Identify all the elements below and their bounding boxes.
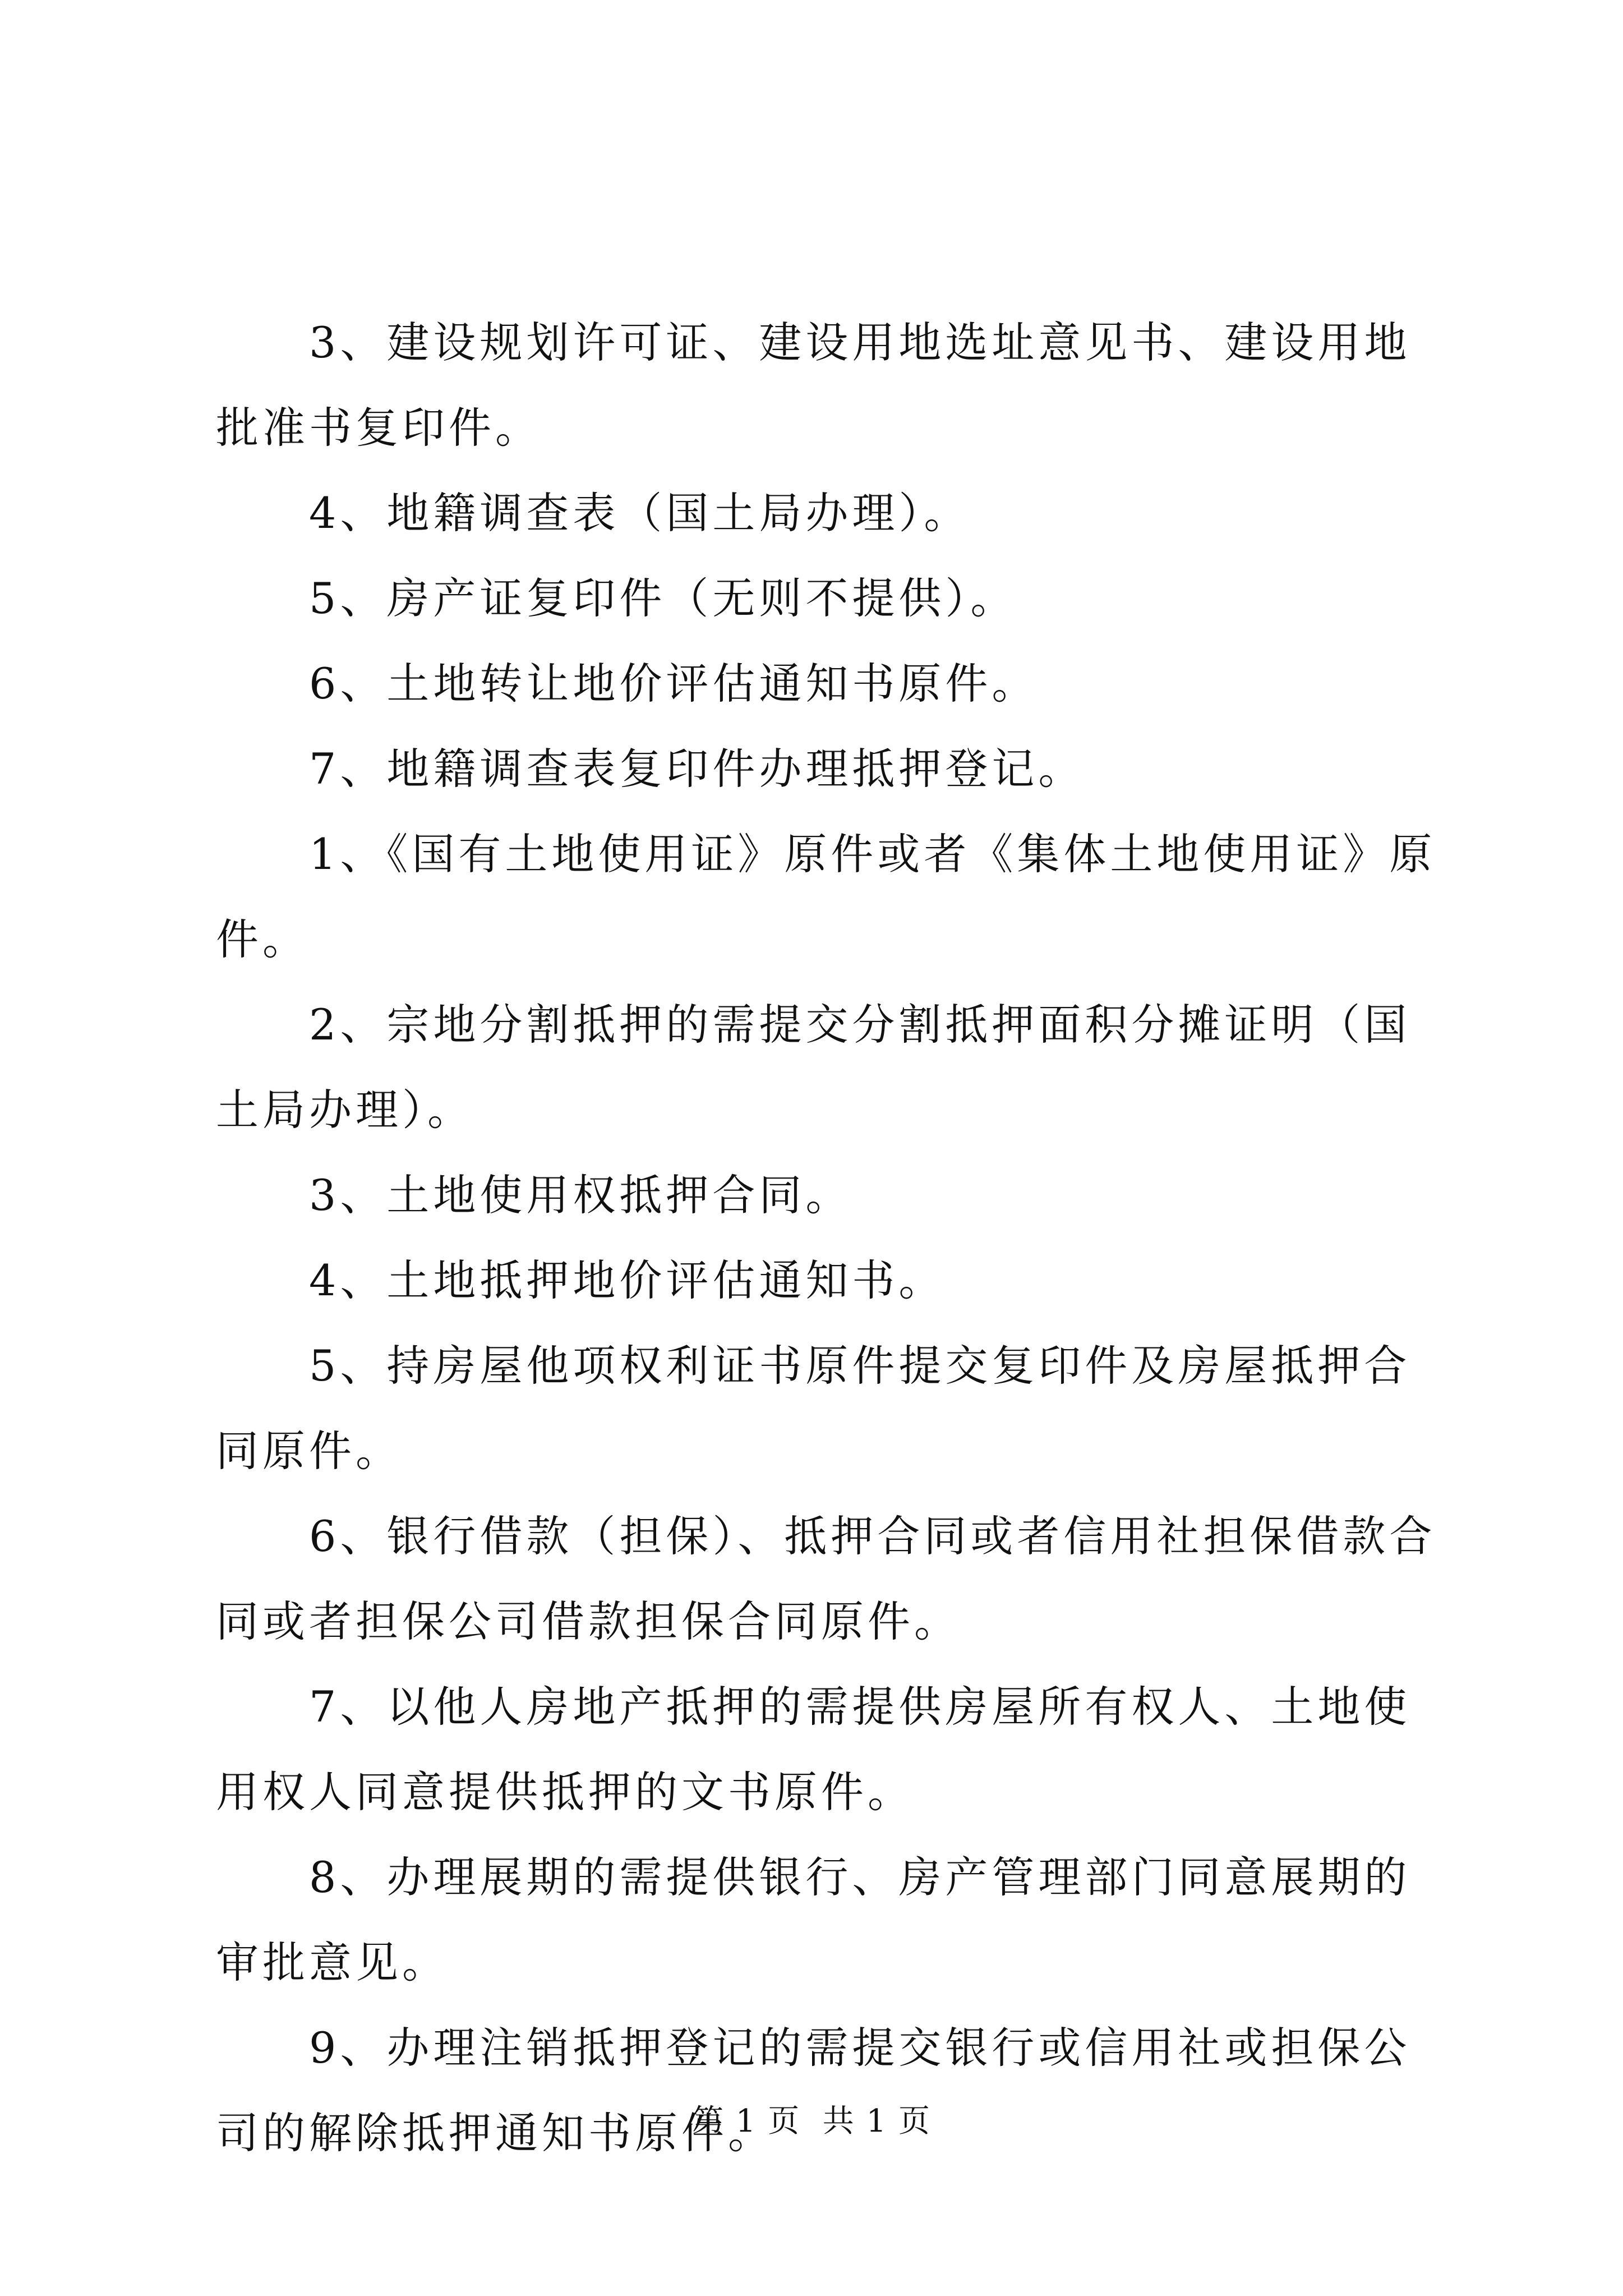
- paragraph-item: 1、《国有土地使用证》原件或者《集体土地使用证》原件。: [216, 829, 1436, 964]
- paragraph-item: 3、土地使用权抵押合同。: [309, 1170, 852, 1220]
- paragraph-item: 6、土地转让地价评估通知书原件。: [309, 659, 1039, 708]
- paragraph-item: 4、土地抵押地价评估通知书。: [309, 1255, 946, 1305]
- page-number-label: 第 1 页 共 1 页: [691, 2103, 932, 2139]
- paragraph-item: 7、地籍调查表复印件办理抵押登记。: [309, 744, 1085, 794]
- paragraph-item: 5、持房屋他项权利证书原件提交复印件及房屋抵押合同原件。: [216, 1341, 1411, 1476]
- paragraph-item: 2、宗地分割抵押的需提交分割抵押面积分摊证明（国土局办理）。: [216, 1000, 1411, 1135]
- document-body: [216, 300, 1438, 2176]
- paragraph-item: 8、办理展期的需提供银行、房产管理部门同意展期的审批意见。: [216, 1852, 1411, 1987]
- page-footer: [0, 2099, 1623, 2144]
- paragraph-item: 9、办理注销抵押登记的需提交银行或信用社或担保公司的解除抵押通知书原件。: [216, 2023, 1411, 2158]
- paragraph-item: 4、地籍调查表（国土局办理）。: [309, 488, 971, 538]
- paragraph-item: 7、以他人房地产抵押的需提供房屋所有权人、土地使用权人同意提供抵押的文书原件。: [216, 1682, 1411, 1817]
- paragraph-item: 6、银行借款（担保）、抵押合同或者信用社担保借款合同或者担保公司借款担保合同原件。: [216, 1511, 1436, 1646]
- paragraph-item: 3、建设规划许可证、建设用地选址意见书、建设用地批准书复印件。: [216, 318, 1411, 453]
- paragraph-item: 5、房产证复印件（无则不提供）。: [309, 573, 1017, 623]
